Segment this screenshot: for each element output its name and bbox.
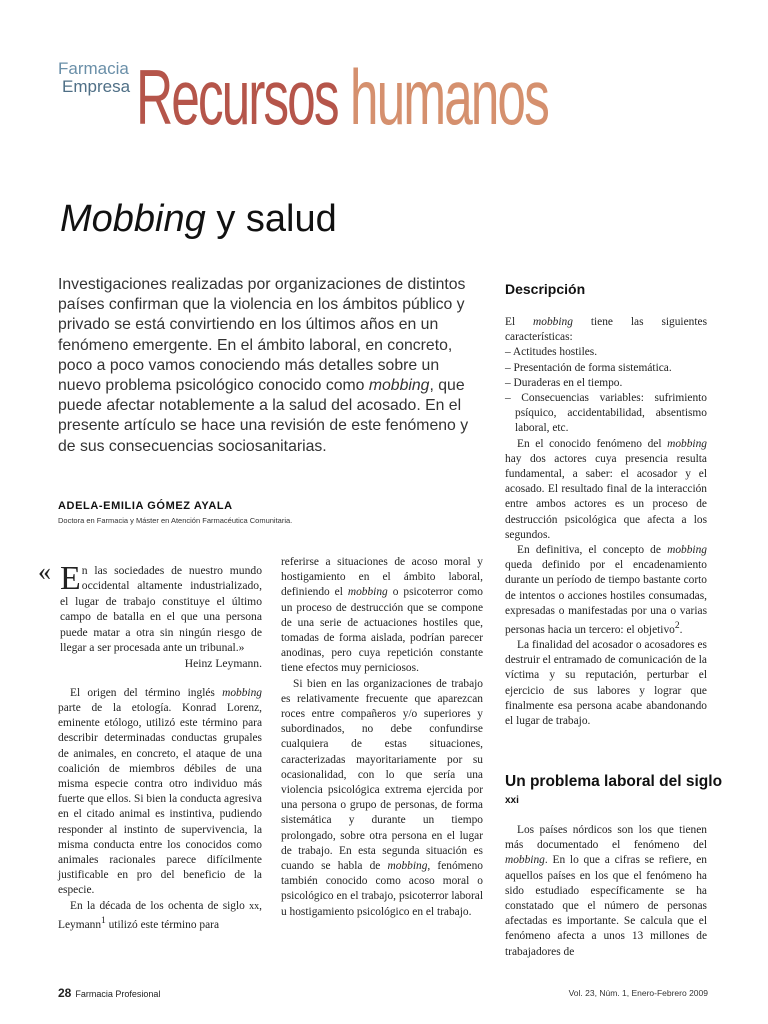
abstract-term: mobbing xyxy=(368,377,430,395)
column-3-continued xyxy=(505,823,707,960)
list-item: – Actitudes hostiles. xyxy=(505,346,598,359)
heading-text: Un problema laboral del siglo xyxy=(505,773,723,790)
term: mobbing xyxy=(667,544,707,557)
text: queda definido por el encadenamiento durante un período de tiempo bastante corto de intentos o acciones hostiles consumadas, expresadas o manifestadas por una o varias personas hacia un tercero: el objetivo xyxy=(505,559,707,636)
text: Si bien en las organizaciones de trabajo es relativamente frecuente que aparezcan roces entre compañeros y/o superiores y subordinados, no debe confundirse cualquiera de estas situaciones, caracterizadas mayoritariamente por su ocasionalidad, con lo que sería una violencia psicológica extrema ejercida por una persona o grupo de personas, de forma sistemática y durante un tiempo prolongado, sobre otra persona en el lugar de trabajo. En esta segunda situación es cuando se habla de xyxy=(281,677,483,873)
epigraph-quote xyxy=(38,557,262,672)
term: mobbing xyxy=(387,860,428,873)
abstract-text-end: , que puede afectar notablemente a la salud del acosado. En el presente artículo se hace una revisión de este fenómeno y de sus consecuencias sociosanitarias. xyxy=(58,377,469,455)
text: En definitiva, el concepto de xyxy=(517,544,668,557)
term: mobbing xyxy=(667,437,707,450)
column-1 xyxy=(38,557,262,933)
paragraph xyxy=(505,543,707,638)
text: parte de la etología. Konrad Lorenz, eminente etólogo, utilizó este término para describir determinadas conductas grupales de animales, en concreto, el ataque de una coalición de miembros débiles de una misma especie contra otro individuo más fuerte que ellos. Si bien la conducta agresiva en el citado animal es instintiva, pudiendo responder al instinto de supervivencia, la misma conducta entre los conocidos como animales racionales parece difícilmente justificable en pro del beneficio de la especie. xyxy=(58,702,262,897)
article-abstract xyxy=(58,275,478,457)
century-smallcaps: xx xyxy=(249,900,260,912)
heading-descripcion: Descripción xyxy=(505,281,586,297)
text: Los países nórdicos son los que tienen más documentado el fenómeno del xyxy=(505,824,707,852)
article-title-italic: Mobbing xyxy=(60,198,206,240)
century-smallcaps: xxi xyxy=(505,795,519,806)
heading-problema-laboral xyxy=(505,773,725,809)
text: o psicoterror como un proceso de destrucción que se compone de una serie de actuaciones hostiles que, tomadas de forma aislada, podrían parecer anodinas, pero cuya repetición constante tiene efectos muy perniciosos. xyxy=(281,586,483,675)
section-title-word2: humanos xyxy=(349,53,548,141)
list-item: – Consecuencias variables: sufrimiento psíquico, accidentabilidad, absentismo laboral, etc. xyxy=(505,392,707,435)
citation: 1 xyxy=(101,915,106,926)
journal-name: Farmacia Profesional xyxy=(75,989,161,999)
section-header xyxy=(58,53,718,168)
quote-author: Heinz Leymann. xyxy=(184,657,262,671)
paragraph: La finalidad del acosador o acosadores es destruir el entramado de comunicación de la víctima y su reputación, perturbar el ejercicio de sus labores y lograr que finalmente esa persona acabe abandonando el lugar de trabajo. xyxy=(505,639,707,728)
section-title-word1: Recursos xyxy=(136,53,338,141)
text: . xyxy=(679,623,683,636)
text: referirse a situaciones de acoso moral y hostigamiento en el ámbito laboral, definiendo el xyxy=(281,556,483,599)
term: mobbing xyxy=(505,854,545,867)
list-item: – Presentación de forma sistemática. xyxy=(505,361,672,374)
section-label-empresa: Empresa xyxy=(62,77,131,96)
column-2 xyxy=(281,555,483,920)
abstract-text: Investigaciones realizadas por organizaciones de distintos países confirman que la violencia en los ámbitos público y privado se está convirtiendo en los últimos años en un fenómeno emergente. En el ámbito laboral, en concreto, poco a poco vamos conociendo más detalles sobre un nuevo problema psicológico conocido como xyxy=(58,276,466,395)
text: El origen del término inglés xyxy=(70,686,223,699)
paragraph xyxy=(281,677,483,920)
author-affiliation: Doctora en Farmacia y Máster en Atención Farmacéutica Comunitaria. xyxy=(58,516,293,525)
column-3 xyxy=(505,315,707,729)
paragraph xyxy=(58,686,262,899)
article-title xyxy=(60,196,337,242)
section-label-farmacia: Farmacia xyxy=(58,59,129,78)
footer-issue: Vol. 23, Núm. 1, Enero-Febrero 2009 xyxy=(568,988,708,998)
paragraph xyxy=(505,315,707,345)
page-number: 28 xyxy=(58,986,72,1000)
citation: 2 xyxy=(674,621,680,632)
paragraph xyxy=(58,899,262,933)
list-item: – Duraderas en el tiempo. xyxy=(505,376,623,389)
text: tiene las siguientes características: xyxy=(505,316,707,344)
text: utilizó este término para xyxy=(105,918,219,931)
author-name: ADELA-EMILIA GÓMEZ AYALA xyxy=(58,500,233,512)
text: . En lo que a cifras se refiere, en aquellos países en los que el fenómeno ha sido estudiado específicamente se ha constatado que el número de personas afectadas es importante. Se calcula que el fenómeno afecta a unos 13 millones de trabajadores de xyxy=(505,854,707,958)
footer-left xyxy=(58,986,160,1000)
text: hay dos actores cuya presencia resulta fundamental, a saber: el acosador y el acosado. El resultado final de la interacción entre ambos actores es un proceso de destrucción psicológica que afecta a los segundos. xyxy=(505,452,707,541)
quote-text: n las sociedades de nuestro mundo occidental altamente industrializado, el lugar de trabajo constituye el último campo de batalla en el que una persona puede matar a otra sin ningún riesgo de llegar a ser procesada ante un tribunal.» xyxy=(60,564,262,655)
text: En la década de los ochenta de siglo xyxy=(70,899,250,912)
paragraph xyxy=(505,823,707,960)
paragraph xyxy=(505,437,707,543)
quote-mark: « xyxy=(38,557,51,586)
term: mobbing xyxy=(533,316,573,328)
text: En el conocido fenómeno del xyxy=(517,437,668,450)
text: , Leymann xyxy=(58,899,262,931)
term: mobbing xyxy=(347,586,388,599)
text: El xyxy=(505,316,534,328)
section-title xyxy=(136,52,548,142)
text: , fenómeno también conocido como acoso moral o psicológico en el trabajo, psicoterror laboral u hostigamiento psicológico en el trabajo. xyxy=(281,860,483,918)
article-title-rest: y salud xyxy=(205,198,337,240)
drop-cap: E xyxy=(60,560,81,597)
characteristics-list xyxy=(505,345,707,436)
paragraph xyxy=(281,555,483,677)
term: mobbing xyxy=(222,686,262,699)
